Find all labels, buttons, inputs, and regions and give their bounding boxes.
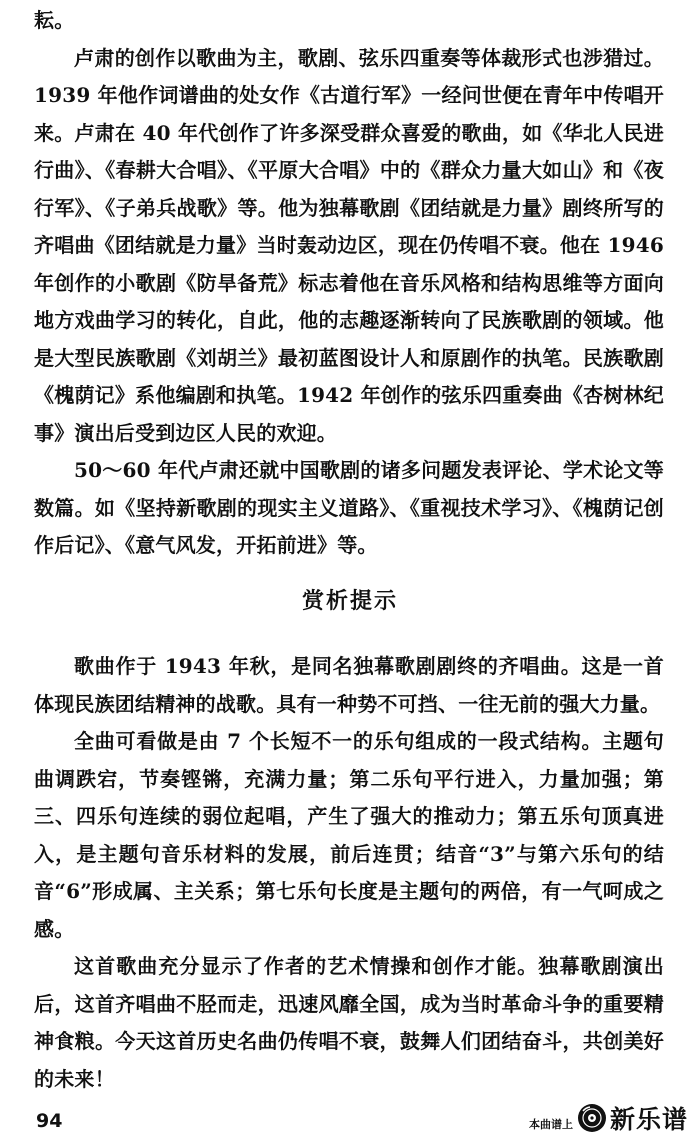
- analysis-text-block: [34, 648, 664, 1098]
- top-text-block: [34, 2, 664, 565]
- section-heading: 赏析提示: [301, 589, 398, 614]
- paragraph-writings: 50～60 年代卢肃还就中国歌剧的诸多问题发表评论、学术论文等数篇。如《坚持新歌剧的现实主义道路》、《重视技术学习》、《槐荫记创作后记》、《意气风发，开拓前进》等。: [34, 458, 664, 557]
- paragraph-continuation: 耘。: [34, 8, 75, 32]
- brand-subtitle: 本曲谱上: [528, 1118, 573, 1131]
- brand-name: 新乐谱: [609, 1105, 688, 1134]
- paragraph-analysis-conclusion: 这首歌曲充分显示了作者的艺术情操和创作才能。独幕歌剧演出后，这首齐唱曲不胫而走，迅速风靡全国，成为当时革命斗争的重要精神食粮。今天这首历史名曲仍传唱不衰，鼓舞人们团结奋斗，共创美好的未来！: [34, 954, 664, 1091]
- paragraph-analysis-structure: 全曲可看做是由 7 个长短不一的乐句组成的一段式结构。主题句曲调跌宕，节奏铿锵，充满力量；第二乐句平行进入，力量加强；第三、四乐句连续的弱位起唱，产生了强大的推动力；第五乐句顶真进入，是主题句音乐材料的发展，前后连贯；结音“3”与第六乐句的结音“6”形成属、主关系；第七乐句长度是主题句的两倍，有一气呵成之感。: [34, 729, 664, 941]
- disc-icon: [577, 1103, 607, 1133]
- brand-logo: [529, 1098, 688, 1138]
- paragraph-biography: 卢肃的创作以歌曲为主，歌剧、弦乐四重奏等体裁形式也涉猎过。1939 年他作词谱曲的处女作《古道行军》一经问世便在青年中传唱开来。卢肃在 40 年代创作了许多深受群众喜爱的歌曲，如《华北人民进行曲》、《春耕大合唱》、《平原大合唱》中的《群众力量大如山》和《夜行军》、《子弟兵战歌》等。他为独幕歌剧《团结就是力量》剧终所写的齐唱曲《团结就是力量》当时轰动边区，现在仍传唱不衰。他在 1946 年创作的小歌剧《防旱备荒》标志着他在音乐风格和结构思维等方面向地方戏曲学习的转化，自此，他的志趣逐渐转向了民族歌剧的领域。他是大型民族歌剧《刘胡兰》最初蓝图设计人和原剧作的执笔。民族歌剧《槐荫记》系他编剧和执笔。1942 年创作的弦乐四重奏曲《杏树林纪事》演出后受到边区人民的欢迎。: [34, 45, 664, 445]
- paragraph-analysis-intro: 歌曲作于 1943 年秋，是同名独幕歌剧剧终的齐唱曲。这是一首体现民族团结精神的战歌。具有一种势不可挡、一往无前的强大力量。: [34, 654, 664, 716]
- page-footer: [0, 1096, 700, 1138]
- page-number: 94: [36, 1110, 63, 1132]
